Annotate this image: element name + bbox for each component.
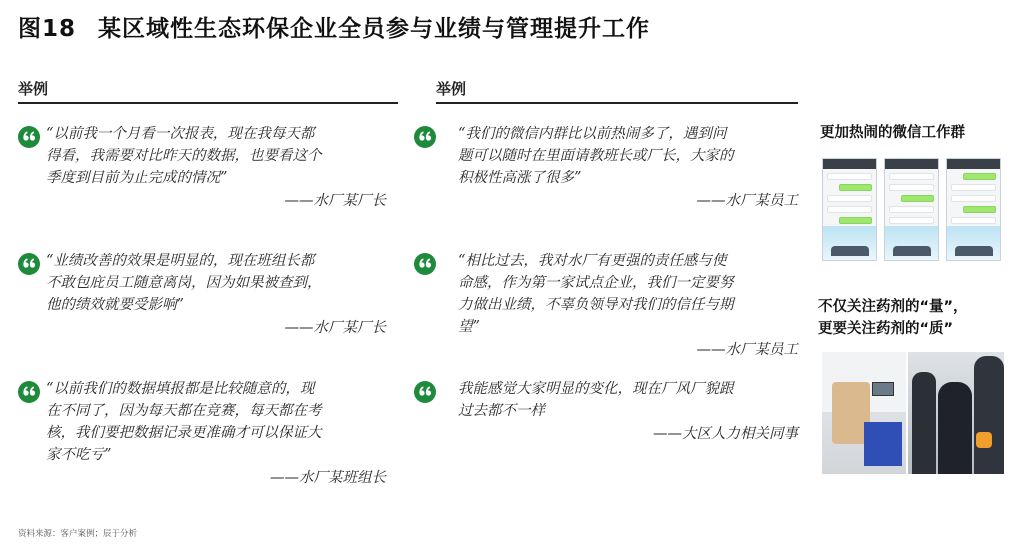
quote-card bbox=[18, 378, 386, 488]
quote-card bbox=[414, 378, 800, 448]
figure-number: 图18 bbox=[18, 16, 77, 42]
source-footnote: 资料来源：客户案例；辰于分析 bbox=[18, 529, 138, 539]
quote-source: ——水厂某厂长 bbox=[284, 193, 386, 209]
wechat-screenshot bbox=[822, 158, 877, 261]
quote-source: ——水厂某班组长 bbox=[270, 470, 386, 486]
quote-source: ——水厂某厂长 bbox=[284, 320, 386, 336]
quote-icon bbox=[414, 381, 436, 403]
wechat-screenshot bbox=[946, 158, 1001, 261]
page-title bbox=[18, 10, 650, 43]
chemical-caption: 不仅关注药剂的“量”， 更要关注药剂的“质” bbox=[818, 299, 968, 337]
quote-text: 我能感觉大家明显的变化，现在厂风厂貌跟 过去都不一样 bbox=[458, 381, 734, 419]
quote-icon bbox=[18, 381, 40, 403]
right-column-rule bbox=[436, 102, 798, 104]
quote-card bbox=[18, 123, 386, 213]
quote-card bbox=[414, 123, 800, 213]
wechat-screenshot bbox=[884, 158, 939, 261]
quote-source: ——水厂某员工 bbox=[696, 193, 798, 209]
quote-text: “业绩改善的效果是明显的，现在班组长都 不敢包庇员工随意离岗，因为如果被查到， 他的绩效就要受影响” bbox=[46, 253, 322, 313]
quote-text: “以前我一个月看一次报表，现在我每天都 得看，我需要对比昨天的数据，也要看这个 季度到目前为止完成的情况” bbox=[46, 126, 322, 186]
quote-source: ——大区人力相关同事 bbox=[653, 426, 798, 442]
quote-text: “我们的微信内群比以前热闹多了，遇到问 题可以随时在里面请教班长或厂长，大家的 积极性高涨了很多” bbox=[458, 126, 734, 186]
chemical-scale-photo bbox=[822, 352, 906, 474]
quote-icon bbox=[414, 126, 436, 148]
quote-text: “以前我们的数据填报都是比较随意的，现 在不同了，因为每天都在竞赛，每天都在考 核，我们要把数据记录更准确才可以保证大 家不吃亏” bbox=[46, 381, 322, 463]
quote-icon bbox=[18, 253, 40, 275]
quote-card bbox=[414, 250, 800, 360]
quote-icon bbox=[414, 253, 436, 275]
quote-card bbox=[18, 250, 386, 340]
workers-photo bbox=[908, 352, 1004, 474]
title-text: 某区域性生态环保企业全员参与业绩与管理提升工作 bbox=[98, 16, 651, 42]
left-column-header: 举例 bbox=[18, 80, 49, 98]
wechat-caption: 更加热闹的微信工作群 bbox=[820, 125, 965, 141]
right-column-header: 举例 bbox=[436, 80, 467, 98]
quote-text: “相比过去，我对水厂有更强的责任感与使 命感，作为第一家试点企业，我们一定要努 力做出业绩，不辜负领导对我们的信任与期 望” bbox=[458, 253, 734, 335]
quote-source: ——水厂某员工 bbox=[696, 342, 798, 358]
left-column-rule bbox=[18, 102, 398, 104]
quote-icon bbox=[18, 126, 40, 148]
